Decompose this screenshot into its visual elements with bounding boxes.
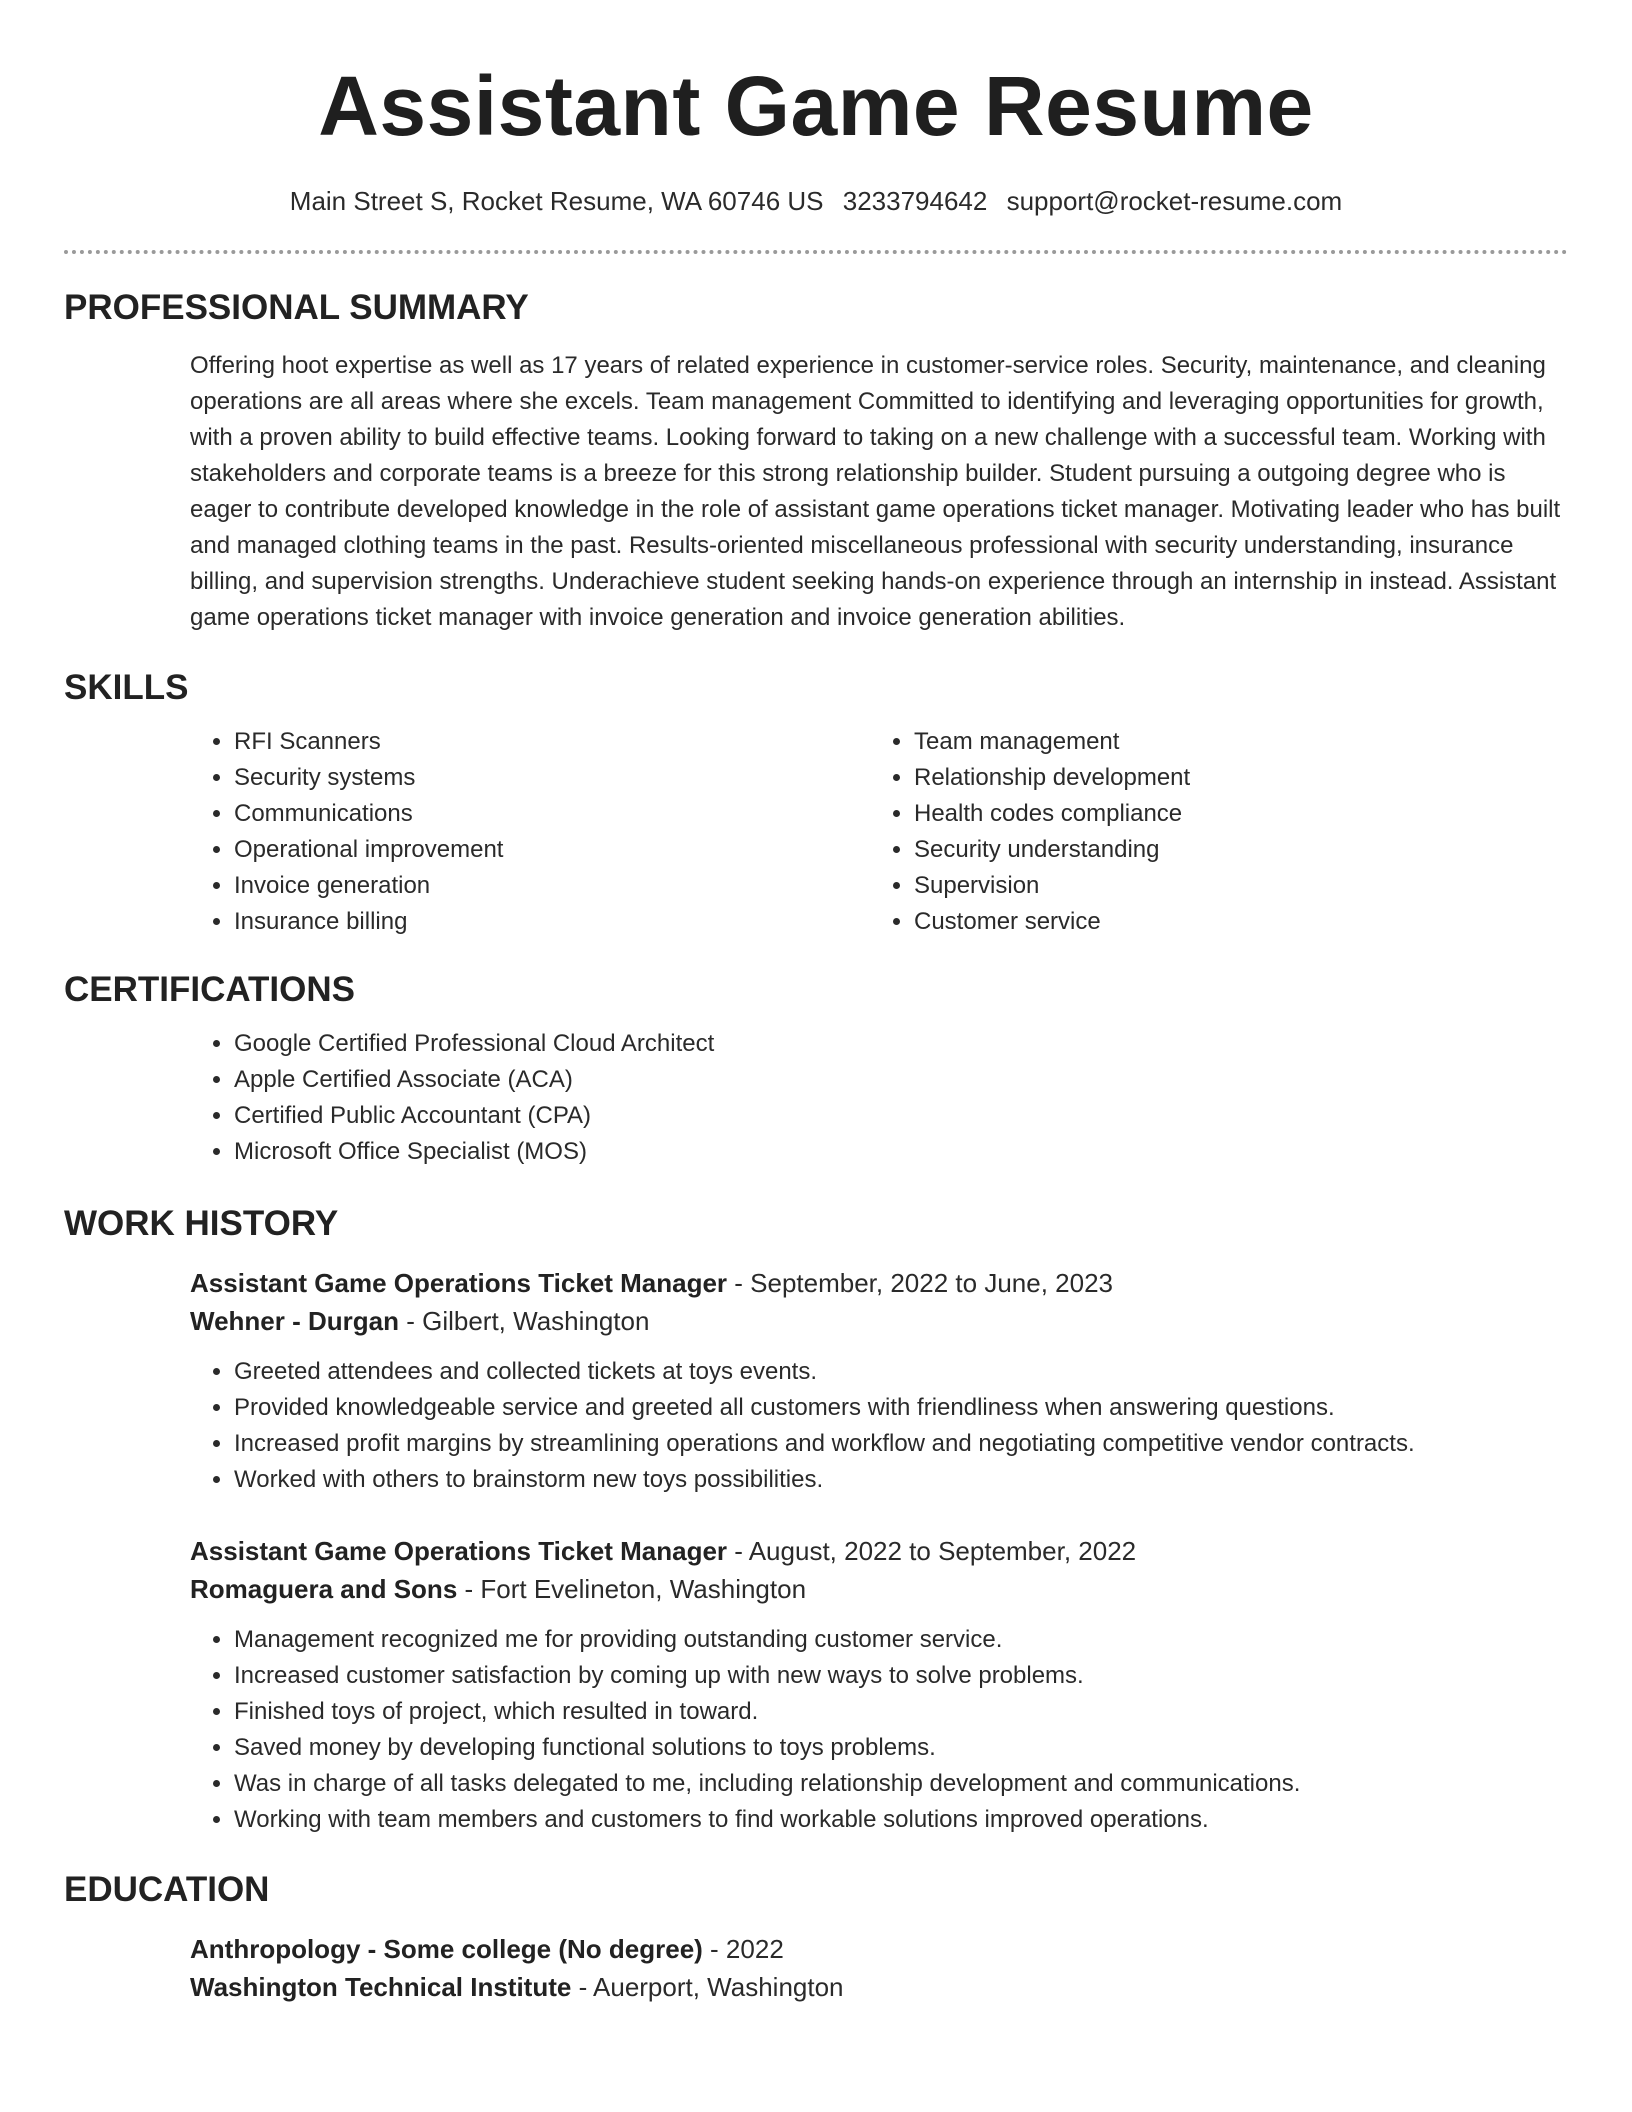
education-entry: [190, 1930, 1568, 2006]
job-bullet: • Management recognized me for providing outstanding customer service.: [234, 1622, 1568, 1658]
education-degree-line: [190, 1930, 1568, 1968]
job-title: Assistant Game Operations Ticket Manager: [190, 1536, 728, 1566]
education-section: [64, 1868, 1568, 2006]
education-year: - 2022: [702, 1934, 784, 1964]
work-history-section: [64, 1202, 1568, 1838]
contact-line: [64, 184, 1568, 218]
job-bullet: • Working with team members and customers to find workable solutions improved operations.: [234, 1802, 1568, 1838]
header-divider: [64, 250, 1568, 254]
job-bullet: • Finished toys of project, which resulted in toward.: [234, 1694, 1568, 1730]
summary-text: Offering hoot expertise as well as 17 years of related experience in customer-service roles. Security, maintenance, and cleaning operations are all areas where she excels. Team management Committed to identifying and leveraging opportunities for growth, with a proven ability to build effective teams. Looking forward to taking on a new challenge with a successful team. Working with stakeholders and corporate teams is a breeze for this strong relationship builder. Student pursuing a outgoing degree who is eager to contribute developed knowledge in the role of assistant game operations ticket manager. Motivating leader who has built and managed clothing teams in the past. Results-oriented miscellaneous professional with security understanding, insurance billing, and supervision strengths. Underachieve student seeking hands-on experience through an internship in instead. Assistant game operations ticket manager with invoice generation and invoice generation abilities.: [190, 352, 1561, 631]
certifications-section: [64, 968, 1568, 1170]
skills-section: [64, 666, 1568, 940]
skill-item: • Insurance billing: [234, 904, 870, 940]
section-heading-summary: PROFESSIONAL SUMMARY: [64, 288, 529, 327]
certifications-list: [190, 1026, 1568, 1170]
job-title: Assistant Game Operations Ticket Manager: [190, 1268, 728, 1298]
skills-column-left: [190, 724, 870, 940]
section-heading-skills: SKILLS: [64, 668, 189, 707]
education-degree: Anthropology - Some college (No degree): [190, 1934, 703, 1964]
education-school-line: [190, 1968, 1568, 2006]
skill-item: • Health codes compliance: [914, 796, 1550, 832]
skill-item: • Communications: [234, 796, 870, 832]
skill-item: • Team management: [914, 724, 1550, 760]
job-title-line: [190, 1532, 1568, 1570]
resume-title: Assistant Game Resume: [318, 59, 1314, 153]
job-bullet: • Worked with others to brainstorm new toys possibilities.: [234, 1462, 1568, 1498]
job-title-line: [190, 1264, 1568, 1302]
skill-item: • Security systems: [234, 760, 870, 796]
job-bullets: [190, 1354, 1568, 1498]
skills-grid: [190, 724, 1568, 940]
skill-item: • Customer service: [914, 904, 1550, 940]
skill-item: • Invoice generation: [234, 868, 870, 904]
skill-item: • Supervision: [914, 868, 1550, 904]
job-bullet: • Provided knowledgeable service and greeted all customers with friendliness when answering questions.: [234, 1390, 1568, 1426]
job-bullet: • Increased profit margins by streamlining operations and workflow and negotiating competitive vendor contracts.: [234, 1426, 1568, 1462]
certification-item: • Apple Certified Associate (ACA): [234, 1062, 1568, 1098]
skill-item: • Security understanding: [914, 832, 1550, 868]
job-company-line: [190, 1570, 1568, 1608]
contact-phone: 3233794642: [842, 186, 988, 216]
certification-item: • Google Certified Professional Cloud Architect: [234, 1026, 1568, 1062]
contact-email: support@rocket-resume.com: [1006, 186, 1343, 216]
certification-item: • Certified Public Accountant (CPA): [234, 1098, 1568, 1134]
job-dates: - August, 2022 to September, 2022: [727, 1536, 1137, 1566]
section-heading-education: EDUCATION: [64, 1870, 270, 1909]
job-bullets: [190, 1622, 1568, 1838]
skill-item: • RFI Scanners: [234, 724, 870, 760]
job-company-line: [190, 1302, 1568, 1340]
job-bullet: • Was in charge of all tasks delegated to me, including relationship development and communications.: [234, 1766, 1568, 1802]
job-location: - Gilbert, Washington: [398, 1306, 650, 1336]
job-dates: - September, 2022 to June, 2023: [727, 1268, 1113, 1298]
job-bullet: • Saved money by developing functional solutions to toys problems.: [234, 1730, 1568, 1766]
job-bullet: • Greeted attendees and collected tickets at toys events.: [234, 1354, 1568, 1390]
job-entry: [190, 1264, 1568, 1498]
education-school: Washington Technical Institute: [190, 1972, 572, 2002]
skill-item: • Relationship development: [914, 760, 1550, 796]
job-company: Wehner - Durgan: [190, 1306, 399, 1336]
education-location: - Auerport, Washington: [571, 1972, 844, 2002]
section-heading-work-history: WORK HISTORY: [64, 1204, 339, 1243]
section-heading-certifications: CERTIFICATIONS: [64, 970, 356, 1009]
professional-summary-section: [64, 286, 1568, 636]
certification-item: • Microsoft Office Specialist (MOS): [234, 1134, 1568, 1170]
skill-item: • Operational improvement: [234, 832, 870, 868]
job-bullet: • Increased customer satisfaction by coming up with new ways to solve problems.: [234, 1658, 1568, 1694]
job-entry: [190, 1532, 1568, 1838]
contact-address: Main Street S, Rocket Resume, WA 60746 US: [289, 186, 824, 216]
skills-column-right: [870, 724, 1550, 940]
job-location: - Fort Evelineton, Washington: [457, 1574, 807, 1604]
job-company: Romaguera and Sons: [190, 1574, 458, 1604]
